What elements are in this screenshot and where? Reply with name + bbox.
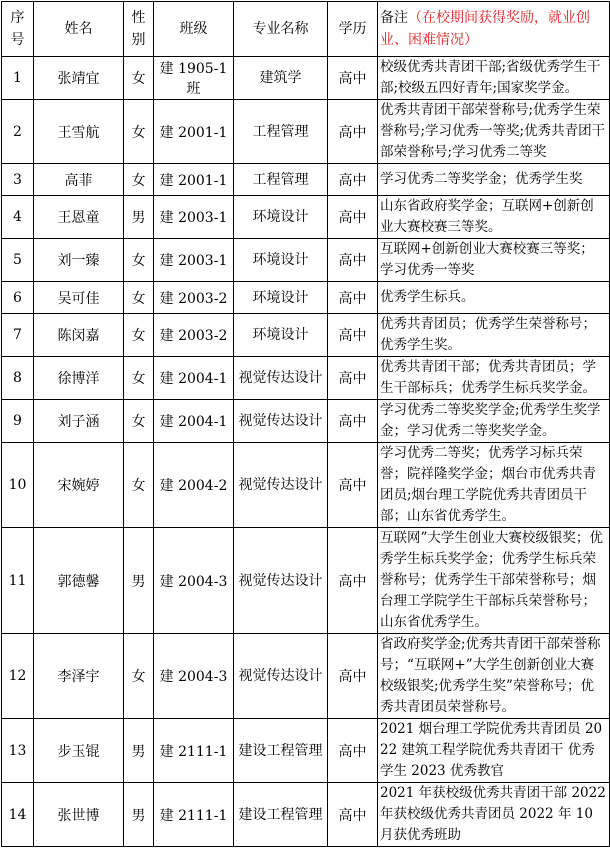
- cell-note: 学习优秀二等奖；优秀学习标兵荣誉；院祥隆奖学金；烟台市优秀共青团员;烟台理工学院优秀共青团员干部；山东省优秀学生。: [378, 443, 610, 528]
- cell-index: 10: [2, 443, 34, 528]
- cell-class: 建 2004-1: [154, 357, 234, 400]
- cell-name: 陈闵嘉: [34, 314, 124, 357]
- cell-education: 高中: [328, 719, 378, 783]
- cell-gender: 男: [124, 196, 154, 239]
- cell-gender: 女: [124, 634, 154, 719]
- cell-gender: 男: [124, 719, 154, 783]
- cell-education: 高中: [328, 196, 378, 239]
- cell-education: 高中: [328, 239, 378, 282]
- cell-note: 2021 烟台理工学院优秀共青团员 2022 建筑工程学院优秀共青团干 优秀学生 2023 优秀教官: [378, 719, 610, 783]
- cell-education: 高中: [328, 357, 378, 400]
- cell-index: 7: [2, 314, 34, 357]
- cell-gender: 女: [124, 314, 154, 357]
- cell-gender: 男: [124, 528, 154, 634]
- cell-gender: 女: [124, 357, 154, 400]
- table-row: [2, 57, 610, 100]
- cell-note: 优秀共青团干部荣誉称号;优秀学生荣誉称号;学习优秀一等奖;优秀共青团干部荣誉称号;学习优秀二等奖: [378, 100, 610, 164]
- cell-major: 环境设计: [234, 314, 328, 357]
- header-note-hint: （在校期间获得奖励，就业创业、困难情况）: [380, 10, 590, 48]
- table-row: [2, 400, 610, 443]
- cell-gender: 男: [124, 783, 154, 847]
- header-education: 学历: [328, 2, 378, 57]
- cell-name: 宋婉婷: [34, 443, 124, 528]
- cell-note: 优秀共青团员；优秀学生荣誉称号；优秀学生奖。: [378, 314, 610, 357]
- cell-gender: 女: [124, 400, 154, 443]
- cell-note: 互联网+创新创业大赛校赛三等奖；学习优秀一等奖: [378, 239, 610, 282]
- cell-name: 王恩童: [34, 196, 124, 239]
- student-honors-table: [1, 1, 610, 847]
- cell-index: 4: [2, 196, 34, 239]
- cell-gender: 女: [124, 57, 154, 100]
- header-note: [378, 2, 610, 57]
- cell-major: 工程管理: [234, 100, 328, 164]
- cell-name: 高菲: [34, 164, 124, 196]
- cell-class: 建 2003-2: [154, 282, 234, 314]
- cell-major: 视觉传达设计: [234, 528, 328, 634]
- cell-major: 视觉传达设计: [234, 443, 328, 528]
- cell-education: 高中: [328, 528, 378, 634]
- cell-index: 3: [2, 164, 34, 196]
- cell-gender: 女: [124, 282, 154, 314]
- table-row: [2, 239, 610, 282]
- cell-education: 高中: [328, 443, 378, 528]
- cell-education: 高中: [328, 282, 378, 314]
- cell-index: 6: [2, 282, 34, 314]
- header-name: 姓名: [34, 2, 124, 57]
- cell-gender: 女: [124, 100, 154, 164]
- cell-gender: 女: [124, 239, 154, 282]
- cell-education: 高中: [328, 100, 378, 164]
- table-row: [2, 528, 610, 634]
- cell-class: 建 2004-1: [154, 400, 234, 443]
- cell-index: 8: [2, 357, 34, 400]
- cell-index: 13: [2, 719, 34, 783]
- cell-note: 优秀共青团干部；优秀共青团员；学生干部标兵；优秀学生标兵奖学金。: [378, 357, 610, 400]
- cell-index: 12: [2, 634, 34, 719]
- cell-education: 高中: [328, 400, 378, 443]
- cell-index: 14: [2, 783, 34, 847]
- cell-major: 视觉传达设计: [234, 400, 328, 443]
- header-note-label: 备注: [380, 10, 408, 26]
- table-row: [2, 282, 610, 314]
- table-row: [2, 196, 610, 239]
- cell-note: 优秀学生标兵。: [378, 282, 610, 314]
- cell-name: 刘一臻: [34, 239, 124, 282]
- cell-class: 建 2001-1: [154, 164, 234, 196]
- cell-class: 建 2003-2: [154, 314, 234, 357]
- cell-major: 视觉传达设计: [234, 634, 328, 719]
- cell-gender: 女: [124, 164, 154, 196]
- cell-note: 互联网”大学生创业大赛校级银奖；优秀学生标兵奖学金；优秀学生标兵荣誉称号；优秀学生干部荣誉称号；烟台理工学院学生干部标兵荣誉称号；山东省优秀学生。: [378, 528, 610, 634]
- cell-major: 建设工程管理: [234, 783, 328, 847]
- cell-note: 校级优秀共青团干部;省级优秀学生干部;校级五四好青年;国家奖学金。: [378, 57, 610, 100]
- cell-education: 高中: [328, 164, 378, 196]
- header-index: 序 号: [2, 2, 34, 57]
- cell-major: 环境设计: [234, 239, 328, 282]
- cell-index: 5: [2, 239, 34, 282]
- cell-class: 建 2004-3: [154, 528, 234, 634]
- table-row: [2, 100, 610, 164]
- cell-class: 建 2004-3: [154, 634, 234, 719]
- cell-name: 步玉锟: [34, 719, 124, 783]
- cell-name: 刘子涵: [34, 400, 124, 443]
- cell-name: 吴可佳: [34, 282, 124, 314]
- cell-name: 李泽宇: [34, 634, 124, 719]
- table-row: [2, 443, 610, 528]
- cell-education: 高中: [328, 634, 378, 719]
- cell-note: 学习优秀二等奖奖学金;优秀学生奖学金；学习优秀二等奖奖学金。: [378, 400, 610, 443]
- table-row: [2, 719, 610, 783]
- cell-major: 工程管理: [234, 164, 328, 196]
- cell-class: 建 2003-1: [154, 239, 234, 282]
- cell-major: 环境设计: [234, 282, 328, 314]
- cell-index: 11: [2, 528, 34, 634]
- cell-name: 张靖宜: [34, 57, 124, 100]
- header-row: [2, 2, 610, 57]
- cell-class: 建 2111-1: [154, 719, 234, 783]
- table-row: [2, 357, 610, 400]
- cell-class: 建 2001-1: [154, 100, 234, 164]
- cell-class: 建 2003-1: [154, 196, 234, 239]
- header-class: 班级: [154, 2, 234, 57]
- cell-class: 建 1905-1 班: [154, 57, 234, 100]
- cell-major: 建筑学: [234, 57, 328, 100]
- table-row: [2, 314, 610, 357]
- cell-major: 建设工程管理: [234, 719, 328, 783]
- cell-note: 省政府奖学金;优秀共青团干部荣誉称号；“互联网+”大学生创新创业大赛校级银奖;优秀学生奖”荣誉称号；优秀共青团员荣誉称号。: [378, 634, 610, 719]
- table-row: [2, 164, 610, 196]
- cell-note: 山东省政府奖学金；互联网+创新创业大赛校赛三等奖。: [378, 196, 610, 239]
- cell-index: 2: [2, 100, 34, 164]
- cell-index: 9: [2, 400, 34, 443]
- cell-gender: 女: [124, 443, 154, 528]
- table-row: [2, 634, 610, 719]
- cell-class: 建 2004-2: [154, 443, 234, 528]
- cell-name: 郭德馨: [34, 528, 124, 634]
- header-gender: 性 别: [124, 2, 154, 57]
- cell-education: 高中: [328, 783, 378, 847]
- cell-class: 建 2111-1: [154, 783, 234, 847]
- cell-note: 2021 年获校级优秀共青团干部 2022 年获校级优秀共青团员 2022 年 10 月获优秀班助: [378, 783, 610, 847]
- cell-education: 高中: [328, 57, 378, 100]
- cell-index: 1: [2, 57, 34, 100]
- cell-name: 张世博: [34, 783, 124, 847]
- cell-name: 王雪航: [34, 100, 124, 164]
- cell-name: 徐博洋: [34, 357, 124, 400]
- cell-education: 高中: [328, 314, 378, 357]
- table-row: [2, 783, 610, 847]
- cell-major: 视觉传达设计: [234, 357, 328, 400]
- header-major: 专业名称: [234, 2, 328, 57]
- cell-major: 环境设计: [234, 196, 328, 239]
- cell-note: 学习优秀二等奖学金；优秀学生奖: [378, 164, 610, 196]
